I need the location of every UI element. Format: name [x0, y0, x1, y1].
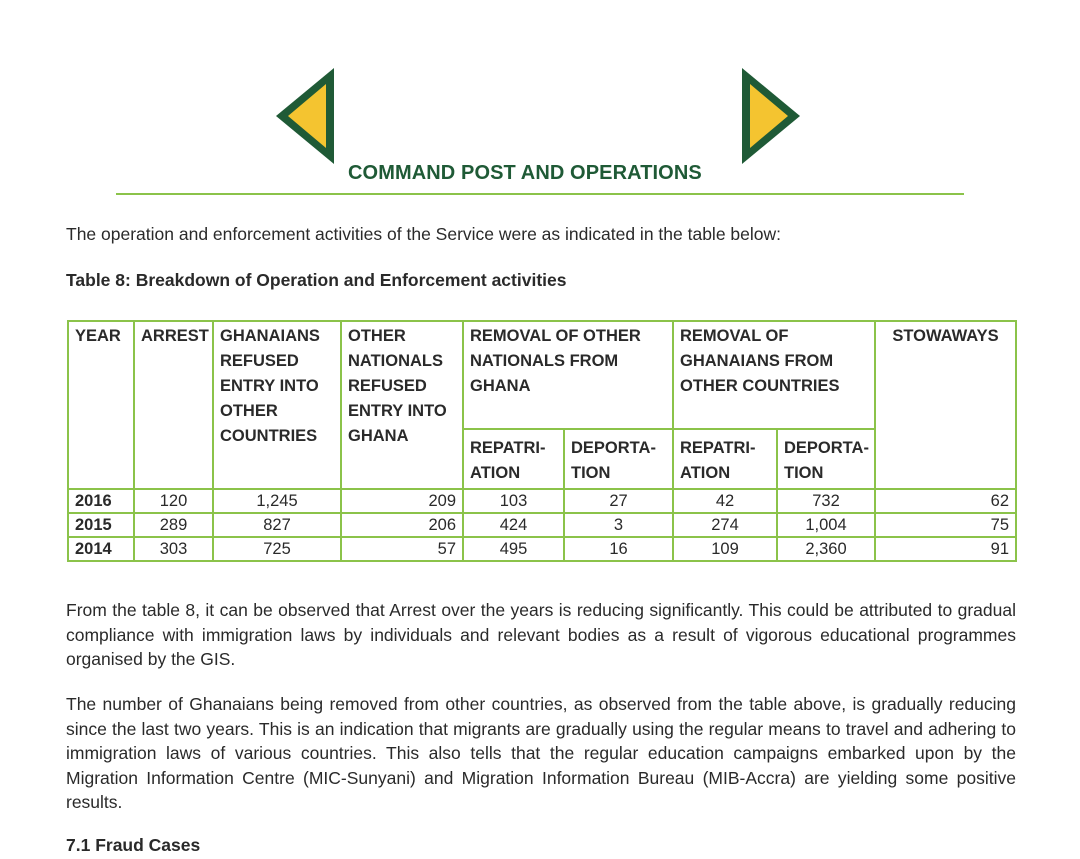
- cell-arrest: 289: [134, 513, 213, 537]
- cell-removal-ghanaians-deportation: 1,004: [777, 513, 875, 537]
- header-stowaways: STOWAWAYS: [875, 321, 1016, 489]
- cell-year: 2014: [68, 537, 134, 561]
- cell-year: 2015: [68, 513, 134, 537]
- cell-removal-other-repatriation: 495: [463, 537, 564, 561]
- cell-removal-other-deportation: 3: [564, 513, 673, 537]
- cell-stowaways: 91: [875, 537, 1016, 561]
- header-deportation: DEPORTA- TION: [777, 429, 875, 489]
- cell-other-refused: 57: [341, 537, 463, 561]
- cell-ghanaians-refused: 725: [213, 537, 341, 561]
- cell-ghanaians-refused: 827: [213, 513, 341, 537]
- section-banner: [0, 60, 1080, 184]
- cell-other-refused: 209: [341, 489, 463, 513]
- operations-table: [67, 320, 1017, 562]
- section-divider: [116, 193, 964, 195]
- subheading-fraud-cases: 7.1 Fraud Cases: [66, 835, 201, 855]
- header-repatriation: REPATRI- ATION: [463, 429, 564, 489]
- table-caption: Table 8: Breakdown of Operation and Enforcement activities: [66, 270, 567, 290]
- table-row: [68, 513, 1016, 537]
- section-title: COMMAND POST AND OPERATIONS: [348, 162, 702, 184]
- cell-removal-other-repatriation: 103: [463, 489, 564, 513]
- triangle-right-icon: [738, 66, 804, 166]
- paragraph-arrest-analysis: From the table 8, it can be observed that Arrest over the years is reducing significantly. This could be attributed to gradual compliance with immigration laws by individuals and relevant bodies as a result of vigorous educational programmes organised by the GIS.: [66, 600, 1016, 669]
- cell-removal-other-deportation: 16: [564, 537, 673, 561]
- cell-removal-ghanaians-repatriation: 109: [673, 537, 777, 561]
- cell-arrest: 120: [134, 489, 213, 513]
- header-other-refused: OTHER NATIONALS REFUSED ENTRY INTO GHANA: [341, 321, 463, 489]
- cell-stowaways: 62: [875, 489, 1016, 513]
- cell-other-refused: 206: [341, 513, 463, 537]
- cell-removal-ghanaians-repatriation: 274: [673, 513, 777, 537]
- header-removal-other: REMOVAL OF OTHER NATIONALS FROM GHANA: [463, 321, 673, 429]
- header-ghanaians-refused: GHANAIANS REFUSED ENTRY INTO OTHER COUNTRIES: [213, 321, 341, 489]
- cell-removal-ghanaians-deportation: 2,360: [777, 537, 875, 561]
- intro-text: The operation and enforcement activities of the Service were as indicated in the table below:: [66, 224, 781, 244]
- header-arrest: ARREST: [134, 321, 213, 489]
- header-deportation: DEPORTA- TION: [564, 429, 673, 489]
- table-row: [68, 537, 1016, 561]
- cell-removal-other-deportation: 27: [564, 489, 673, 513]
- triangle-left-icon: [272, 66, 338, 166]
- cell-arrest: 303: [134, 537, 213, 561]
- paragraph-removal-analysis: The number of Ghanaians being removed from other countries, as observed from the table above, is gradually reducing since the last two years. This is an indication that migrants are gradually using the regular means to travel and adhering to immigration laws of various countries. This also tells that the regular education campaigns embarked upon by the Migration Information Centre (MIC-Sunyani) and Migration Information Bureau (MIB-Accra) are yielding some positive results.: [66, 694, 1016, 812]
- cell-removal-ghanaians-deportation: 732: [777, 489, 875, 513]
- cell-year: 2016: [68, 489, 134, 513]
- table-row: [68, 489, 1016, 513]
- cell-removal-other-repatriation: 424: [463, 513, 564, 537]
- cell-ghanaians-refused: 1,245: [213, 489, 341, 513]
- header-removal-ghanaians: REMOVAL OF GHANAIANS FROM OTHER COUNTRIES: [673, 321, 875, 429]
- header-repatriation: REPATRI- ATION: [673, 429, 777, 489]
- cell-removal-ghanaians-repatriation: 42: [673, 489, 777, 513]
- cell-stowaways: 75: [875, 513, 1016, 537]
- header-year: YEAR: [68, 321, 134, 489]
